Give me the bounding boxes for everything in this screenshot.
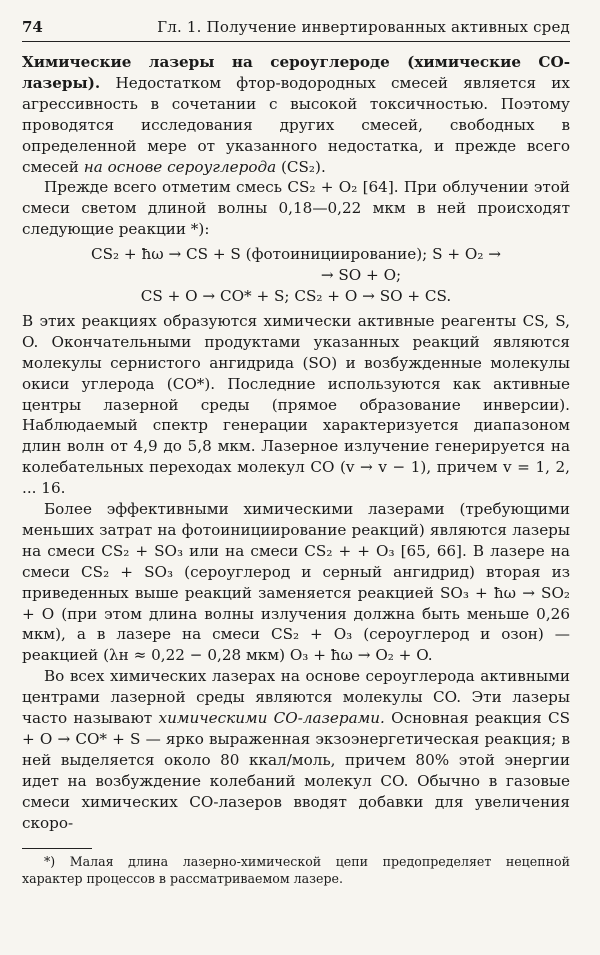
main-text <box>22 52 570 887</box>
running-header <box>22 18 570 42</box>
footnote: *) Малая длина лазерно-химической цепи предопределяет нецепной характер процессов в рассматриваемом лазере. <box>22 853 570 886</box>
paragraph-3: Более эффективными химическими лазерами (требующими меньших затрат на фотоинициирование реакций) являются лазеры на смеси CS₂ + SO₃ или на смеси CS₂ + + O₃ [65, 66]. В лазере на смеси CS₂ + SO₃ (сероуглерод и серный ангидрид) вторая из приведенных выше реакций заменяется реакцией SO₃ + ħω → SO₂ + O (при этом длина волны излучения должна быть меньше 0,26 мкм), а в лазере на смеси CS₂ + O₃ (сероуглерод и озон) — реакцией (λн ≈ 0,22 − 0,28 мкм) O₃ + ħω → O₂ + O. <box>22 500 570 665</box>
p4-italic: химическими СО-лазерами. <box>158 709 385 728</box>
p4-end: Основная реакция CS + O → CO* + S — ярко выраженная экзоэнергетическая реакция; в ней выделяется около 80 ккал/моль, причем 80% этой энергии идет на возбуждение колебаний молекул CO. Обычно в газовые смеси химических СО-лазеров вводят добавки для увеличения скоро- <box>22 709 570 832</box>
intro-italic: на основе сероуглерода <box>83 157 277 176</box>
equation-line-3: CS + O → CO* + S; CS₂ + O → SO + CS. <box>140 286 452 305</box>
intro-text: Недостатком фтор-водородных смесей является их агрессивность в сочетании с высокой токсичностью. Поэтому проводятся исследования других смесей, свободных в определенной мере от указанного недостатка, и прежде всего смесей <box>22 73 570 176</box>
page-number: 74 <box>22 18 43 36</box>
section-intro <box>22 52 570 177</box>
equation-line-2: → SO + O; <box>320 266 402 285</box>
paragraph-1: Прежде всего отметим смесь CS₂ + O₂ [64]. При облучении этой смеси светом длиной волны 0,18—0,22 мкм в ней происходят следующие реакции *): <box>22 178 570 239</box>
section-title: Химические лазеры на сероуглероде (химические СО-лазеры). <box>22 53 570 92</box>
chapter-title: Гл. 1. Получение инвертированных активных сред <box>157 18 570 36</box>
equation-line-1: CS₂ + ħω → CS + S (фотоинициирование); S + O₂ → <box>90 245 501 264</box>
p4-start: Во всех химических лазерах на основе сероуглерода активными центрами лазерной среды являются молекулы CO. Эти лазеры часто называют <box>22 667 570 728</box>
paragraph-4 <box>22 666 570 833</box>
footnote-rule <box>22 848 92 849</box>
reaction-equations <box>22 244 570 307</box>
intro-end: (CS₂). <box>280 157 326 176</box>
paragraph-2: В этих реакциях образуются химически активные реагенты CS, S, O. Окончательными продуктами указанных реакций являются молекулы сернистого ангидрида (SO) и возбужденные молекулы окиси углерода (CO*). Последние используются как активные центры лазерной среды (прямое образование инверсии). Наблюдаемый спектр генерации характеризуется диапазоном длин волн от 4,9 до 5,8 мкм. Лазерное излучение генерируется на колебательных переходах молекул CO (v → v − 1), причем v = 1, 2, ... 16. <box>22 311 570 498</box>
